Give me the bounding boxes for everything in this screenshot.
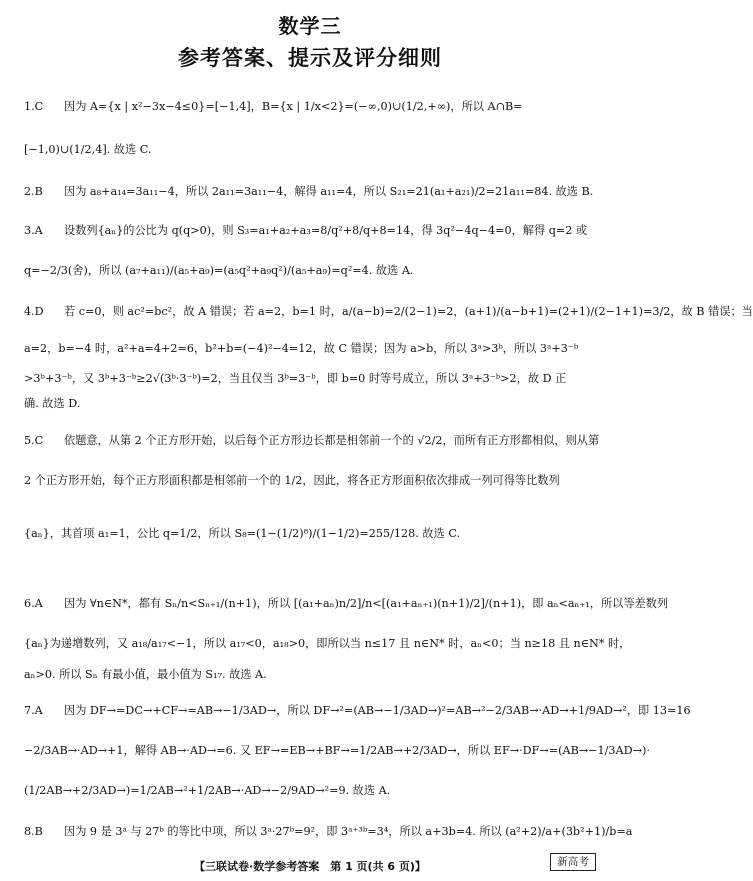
answer-continuation: −2/3AB→·AD→+1，解得 AB→·AD→=6. 又 EF→=EB→+BF→=1/2AB→+2/3AD→，所以 EF→·DF→=(AB→−1/3AD→)· xyxy=(24,744,650,757)
answer-text: 设数列{aₙ}的公比为 q(q>0)，则 S₃=a₁+a₂+a₃=8/q²+8/q+8=14，得 3q²−4q−4=0，解得 q=2 或 xyxy=(64,224,588,237)
edition-badge: 新高考 xyxy=(550,853,596,871)
answer-continuation: >3ᵇ+3⁻ᵇ，又 3ᵇ+3⁻ᵇ≥2√(3ᵇ·3⁻ᵇ)=2，当且仅当 3ᵇ=3⁻ᵇ，即 b=0 时等号成立，所以 3ᵃ+3⁻ᵇ>2，故 D 正 xyxy=(24,372,567,385)
answer-text: 因为 A={x | x²−3x−4≤0}=[−1,4]，B={x | 1/x<2}=(−∞,0)∪(1/2,+∞)，所以 A∩B= xyxy=(64,100,523,113)
page-title: 数学三 xyxy=(278,14,342,38)
answer-number: 2.B xyxy=(24,185,43,198)
answer-text: 若 c=0，则 ac²=bc²，故 A 错误；若 a=2，b=1 时，a/(a−b)=2/(2−1)=2，(a+1)/(a−b+1)=(2+1)/(2−1+1)=3/2，故 B 错误；当 xyxy=(64,305,753,318)
answer-continuation: (1/2AB→+2/3AD→)=1/2AB→²+1/2AB→·AD→−2/9AD→²=9. 故选 A. xyxy=(24,784,391,797)
answer-continuation: 确. 故选 D. xyxy=(24,397,81,410)
answer-text: 因为 ∀n∈N*，都有 Sₙ/n<Sₙ₊₁/(n+1)，所以 [(a₁+aₙ)n/2]/n<[(a₁+aₙ₊₁)(n+1)/2]/(n+1)，即 aₙ<aₙ₊₁，所以等差数列 xyxy=(64,597,669,610)
answer-number: 4.D xyxy=(24,305,44,318)
answer-text: 因为 a₈+a₁₄=3a₁₁−4，所以 2a₁₁=3a₁₁−4，解得 a₁₁=4，所以 S₂₁=21(a₁+a₂₁)/2=21a₁₁=84. 故选 B. xyxy=(64,185,594,198)
answer-item-1 xyxy=(24,100,596,114)
answer-number: 8.B xyxy=(24,825,43,838)
answer-text: 因为 DF→=DC→+CF→=AB→−1/3AD→，所以 DF→²=(AB→−1/3AD→)²=AB→²−2/3AB→·AD→+1/9AD→²，即 13=16 xyxy=(64,704,691,717)
answer-item-5 xyxy=(24,434,600,448)
answer-item-8 xyxy=(24,825,633,839)
answer-continuation: 2 个正方形开始，每个正方形面积都是相邻前一个的 1/2，因此，将各正方形面积依次排成一列可得等比数列 xyxy=(24,474,560,487)
answer-item-2 xyxy=(24,185,596,199)
answer-text: 因为 9 是 3ᵃ 与 27ᵇ 的等比中项，所以 3ᵃ·27ᵇ=9²，即 3ᵃ⁺³ᵇ=3⁴，所以 a+3b=4. 所以 (a²+2)/a+(3b²+1)/b=a xyxy=(64,825,633,838)
answer-continuation: aₙ>0. 所以 Sₙ 有最小值，最小值为 S₁₇. 故选 A. xyxy=(24,668,267,681)
page-subtitle: 参考答案、提示及评分细则 xyxy=(178,46,442,70)
answer-continuation: {aₙ}，其首项 a₁=1，公比 q=1/2，所以 S₈=(1−(1/2)⁸)/(1−1/2)=255/128. 故选 C. xyxy=(24,527,461,540)
answer-number: 7.A xyxy=(24,704,43,717)
answer-item-6 xyxy=(24,597,669,611)
answer-number: 1.C xyxy=(24,100,44,113)
answer-number: 6.A xyxy=(24,597,43,610)
answer-number: 5.C xyxy=(24,434,44,447)
page-footer: 【三联试卷·数学参考答案 第 1 页(共 6 页)】 xyxy=(194,860,426,873)
answer-continuation: {aₙ}为递增数列，又 a₁₈/a₁₇<−1，所以 a₁₇<0，a₁₈>0，即所以当 n≤17 且 n∈N* 时，aₙ<0；当 n≥18 且 n∈N* 时， xyxy=(24,637,631,650)
answer-continuation: a=2，b=−4 时，a²+a=4+2=6，b²+b=(−4)²−4=12，故 C 错误；因为 a>b，所以 3ᵃ>3ᵇ，所以 3ᵃ+3⁻ᵇ xyxy=(24,342,579,355)
answer-continuation: [−1,0)∪(1/2,4]. 故选 C. xyxy=(24,143,152,156)
answer-item-4 xyxy=(24,305,753,319)
answer-continuation: q=−2/3(舍)，所以 (a₇+a₁₁)/(a₅+a₉)=(a₅q²+a₉q²)/(a₅+a₉)=q²=4. 故选 A. xyxy=(24,264,414,277)
answer-text: 依题意，从第 2 个正方形开始，以后每个正方形边长都是相邻前一个的 √2/2，而所有正方形都相似，则从第 xyxy=(64,434,600,447)
answer-number: 3.A xyxy=(24,224,43,237)
answer-item-3 xyxy=(24,224,596,238)
answer-item-7 xyxy=(24,704,691,718)
